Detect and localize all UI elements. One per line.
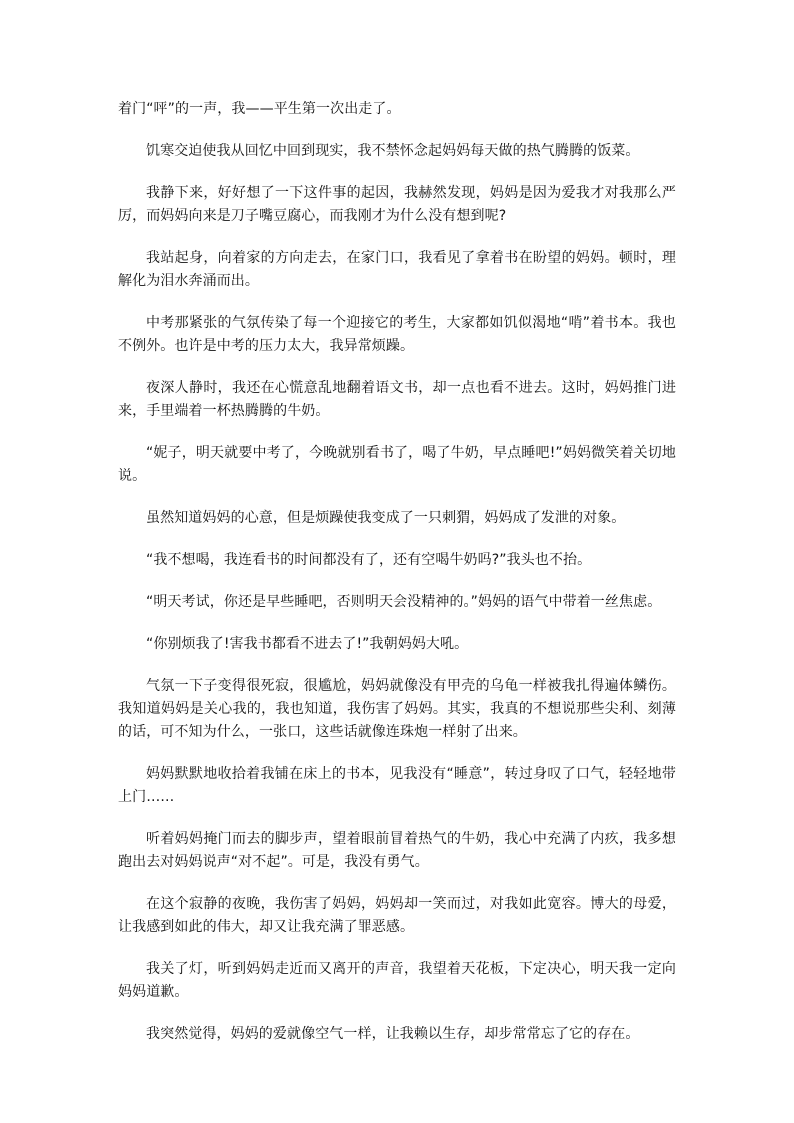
paragraph-4: 我站起身，向着家的方向走去，在家门口，我看见了拿着书在盼望的妈妈。顿时，理解化为泪水奔涌而出。	[118, 250, 676, 289]
paragraph-16: 我关了灯，听到妈妈走近而又离开的声音，我望着天花板，下定决心，明天我一定向妈妈道歉。	[118, 961, 676, 1000]
paragraph-3: 我静下来，好好想了一下这件事的起因，我赫然发现，妈妈是因为爱我才对我那么严厉，而妈妈向来是刀子嘴豆腐心，而我刚才为什么没有想到呢?	[118, 185, 676, 224]
paragraph-15: 在这个寂静的夜晚，我伤害了妈妈，妈妈却一笑而过，对我如此宽容。博大的母爱，让我感到如此的伟大，却又让我充满了罪恶感。	[118, 896, 676, 935]
paragraph-6: 夜深人静时，我还在心慌意乱地翻着语文书，却一点也看不进去。这时，妈妈推门进来，手里端着一杯热腾腾的牛奶。	[118, 380, 676, 419]
paragraph-8: 虽然知道妈妈的心意，但是烦躁使我变成了一只刺猬，妈妈成了发泄的对象。	[146, 510, 626, 526]
paragraph-9: “我不想喝，我连看书的时间都没有了，还有空喝牛奶吗?”我头也不抬。	[146, 552, 592, 568]
paragraph-17: 我突然觉得，妈妈的爱就像空气一样，让我赖以生存，却步常常忘了它的存在。	[146, 1026, 640, 1042]
paragraph-14: 听着妈妈掩门而去的脚步声，望着眼前冒着热气的牛奶，我心中充满了内疚，我多想跑出去对妈妈说声“对不起”。可是，我没有勇气。	[118, 831, 676, 870]
paragraph-10: “明天考试，你还是早些睡吧，否则明天会没精神的。”妈妈的语气中带着一丝焦虑。	[146, 594, 662, 610]
paragraph-11: “你别烦我了!害我书都看不进去了!”我朝妈妈大吼。	[146, 636, 469, 652]
paragraph-12: 气氛一下子变得很死寂，很尴尬，妈妈就像没有甲壳的乌龟一样被我扎得遍体鳞伤。我知道妈妈是关心我的，我也知道，我伤害了妈妈。其实，我真的不想说那些尖利、刻薄的话，可不知为什么，一张口，这些话就像连珠炮一样射了出来。	[118, 678, 676, 740]
paragraph-7: “妮子，明天就要中考了，今晚就别看书了，喝了牛奶，早点睡吧!”妈妈微笑着关切地说。	[118, 445, 676, 484]
paragraph-5: 中考那紧张的气氛传染了每一个迎接它的考生，大家都如饥似渴地“啃”着书本。我也不例外。也许是中考的压力太大，我异常烦躁。	[118, 315, 676, 354]
paragraph-2: 饥寒交迫使我从回忆中回到现实，我不禁怀念起妈妈每天做的热气腾腾的饭菜。	[146, 143, 640, 159]
paragraph-13: 妈妈默默地收拾着我铺在床上的书本，见我没有“睡意”，转过身叹了口气，轻轻地带上门……	[118, 766, 676, 805]
paragraph-1: 着门“呯”的一声，我——平生第一次出走了。	[118, 101, 401, 117]
essay-body	[118, 98, 676, 1065]
